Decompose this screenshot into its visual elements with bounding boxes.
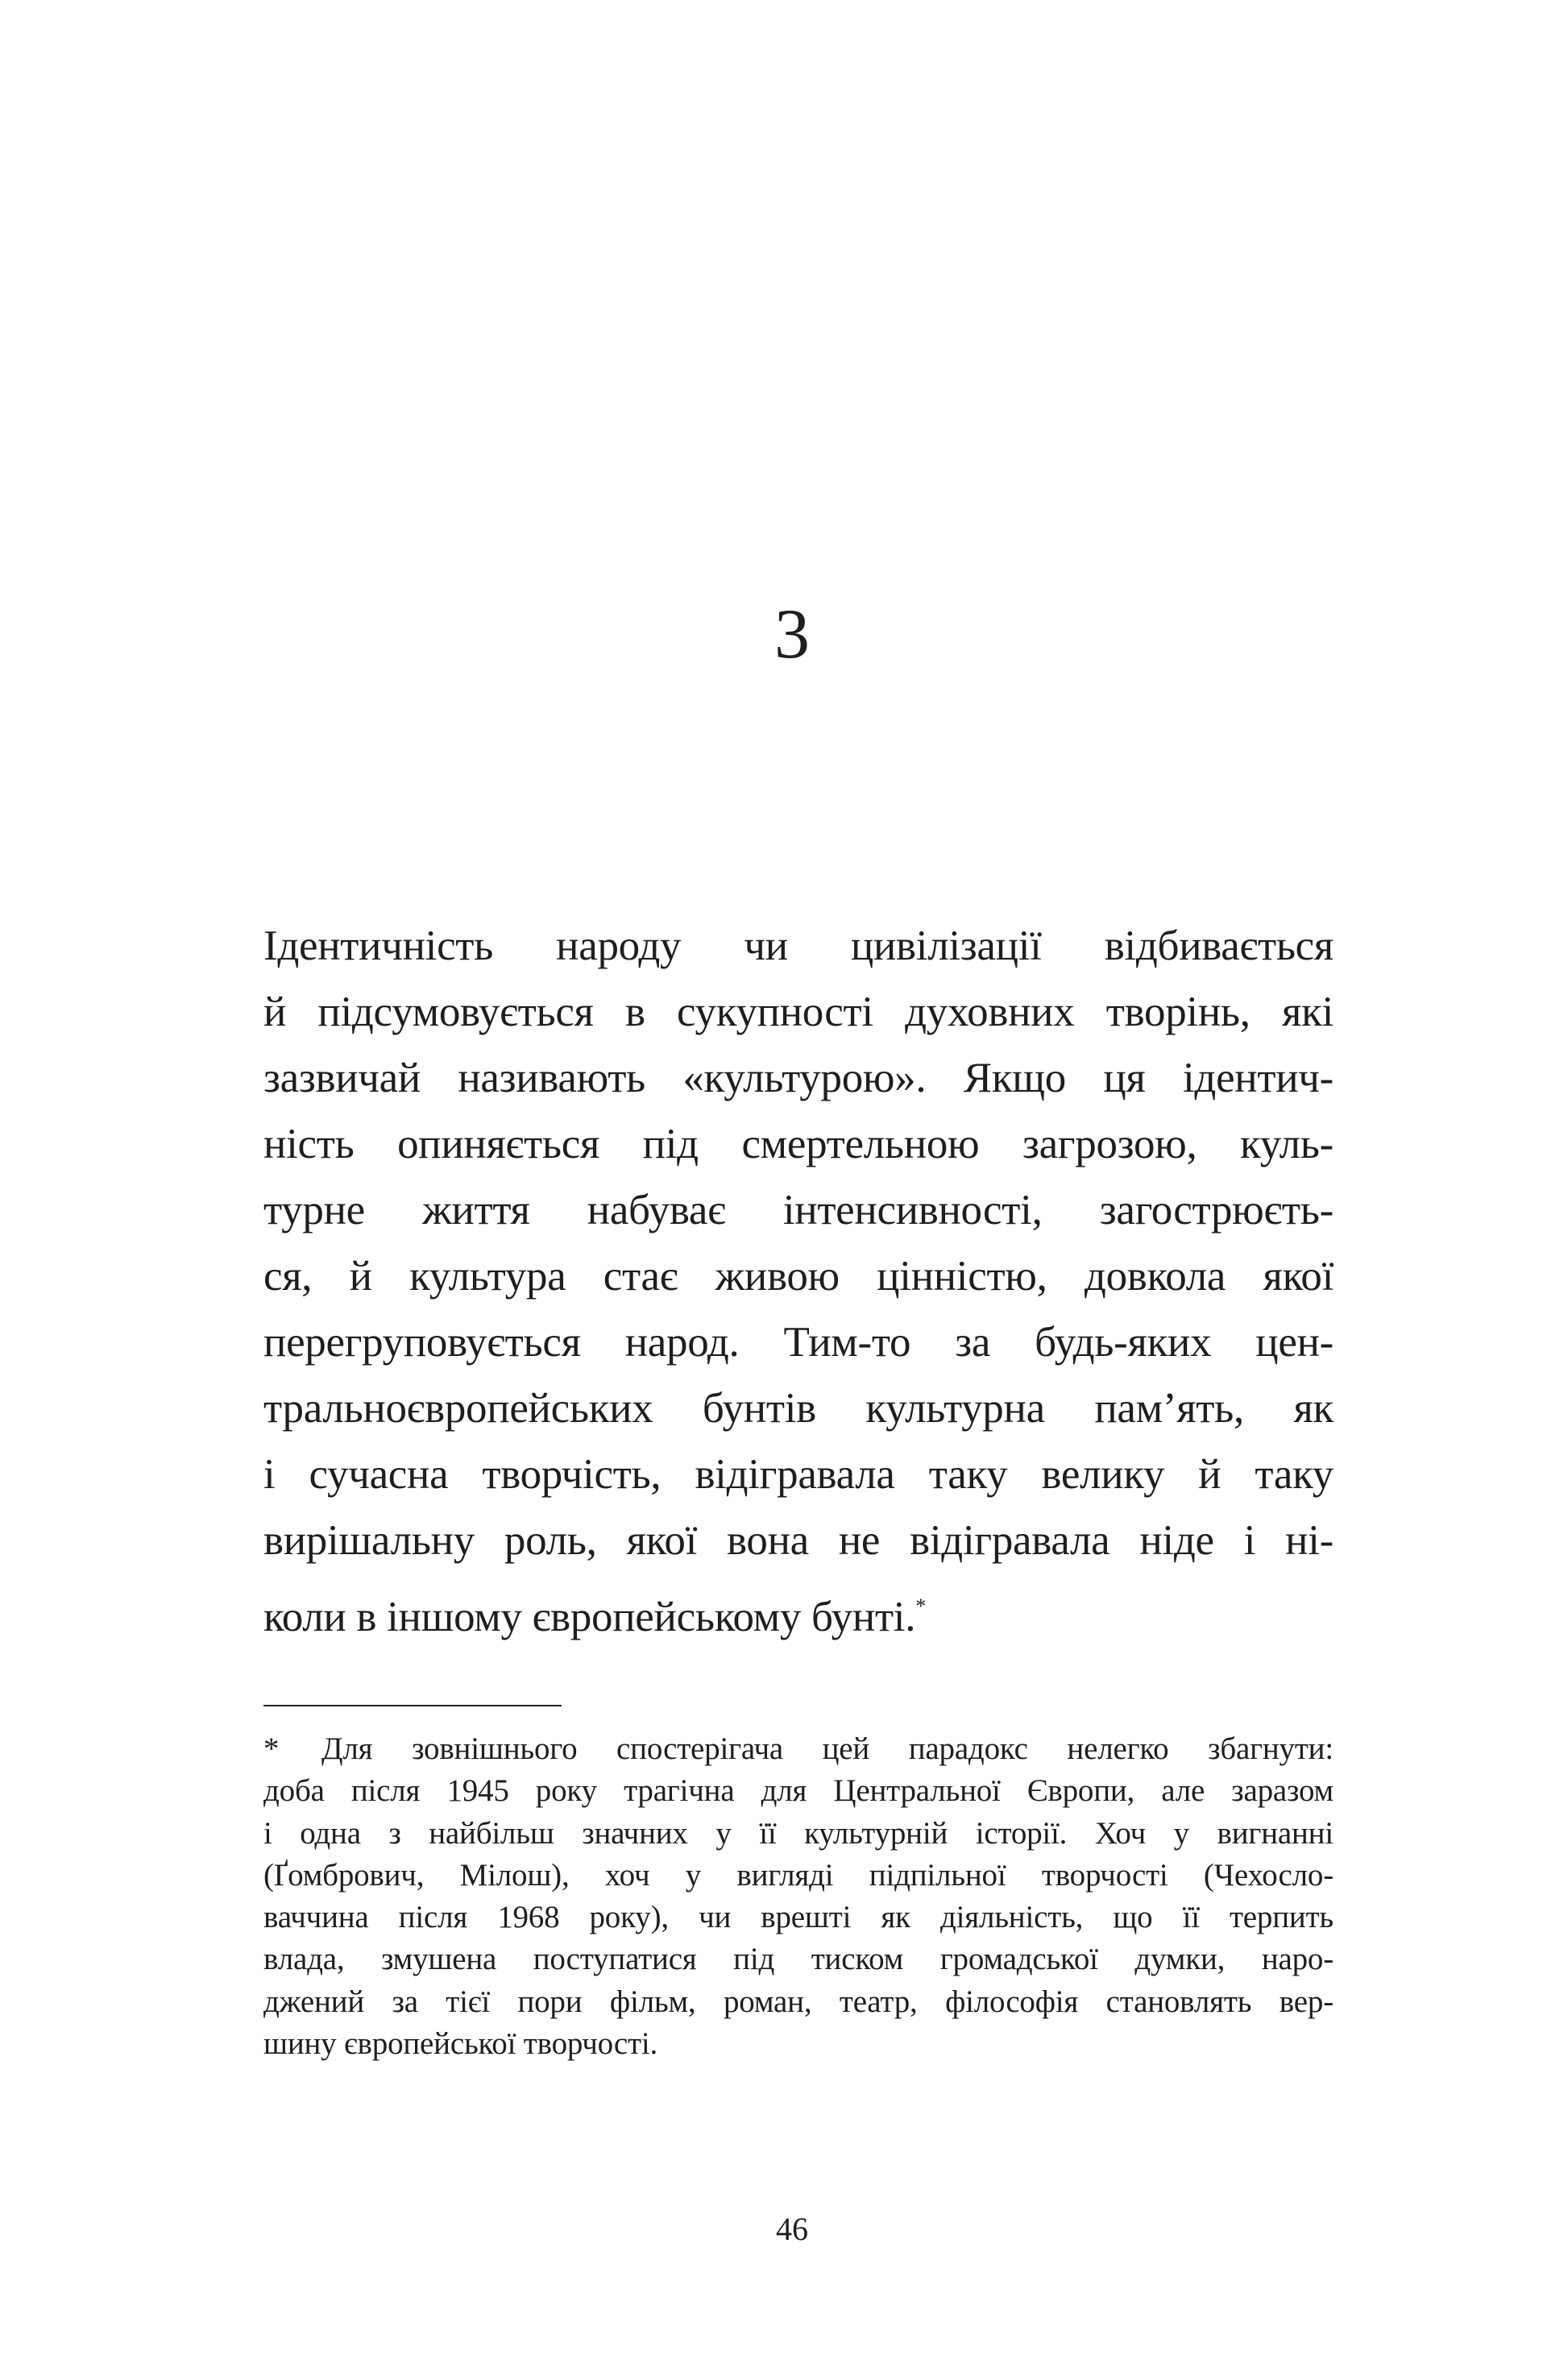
page-number: 46 (776, 2211, 808, 2247)
footnote-line: джений за тієї пори фільм, роман, театр, філософія становлять вер- (263, 1984, 1333, 2019)
body-line: вирішальну роль, якої вона не відігравала ніде і ні- (263, 1517, 1333, 1564)
footnote-marker: * (263, 1731, 280, 1766)
body-line: тральноєвропейських бунтів культурна пам’ять, як (263, 1385, 1333, 1432)
body-line: перегруповується народ. Тим-то за будь-яких цен- (263, 1319, 1333, 1366)
body-line (263, 1574, 1333, 1640)
body-line: ність опиняється під смертельною загрозою, куль- (263, 1121, 1333, 1167)
chapter-number: 3 (774, 595, 810, 674)
body-line: зазвичай називають «культурою». Якщо ця ідентич- (263, 1055, 1333, 1101)
body-text (263, 913, 1333, 1640)
footnote-line: ваччина після 1968 року), чи врешті як діяльність, що її терпить (263, 1900, 1333, 1935)
footnote-line: доба після 1945 року трагічна для Центральної Європи, але заразом (263, 1773, 1333, 1809)
body-line: і сучасна творчість, відігравала таку велику й таку (263, 1451, 1333, 1498)
footnote-separator (263, 1705, 562, 1706)
body-line: Ідентичність народу чи цивілізації відбивається (263, 923, 1333, 969)
footnote-line: (Ґомбрович, Мілош), хоч у вигляді підпільної творчості (Чехосло- (263, 1857, 1333, 1893)
footnote (263, 1728, 1333, 2065)
body-line: турне життя набуває інтенсивності, загострюєть- (263, 1187, 1333, 1234)
body-line: ся, й культура стає живою цінністю, довкола якої (263, 1253, 1333, 1300)
footnote-line: і одна з найбільш значних у її культурній історії. Хоч у вигнанні (263, 1815, 1333, 1851)
footnote-line: шину європейської творчості. (263, 2026, 658, 2062)
body-line-text: коли в іншому європейському бунті. (263, 1594, 916, 1640)
footnote-line (263, 1728, 1333, 1770)
footnote-line: влада, змушена поступатися під тиском громадської думки, наро- (263, 1942, 1333, 1977)
footnote-line-text: Для зовнішнього спостерігача цей парадокс нелегко збагнути: (321, 1731, 1333, 1766)
footnote-reference[interactable]: * (915, 1594, 926, 1618)
body-line: й підсумовується в сукупності духовних творінь, які (263, 989, 1333, 1035)
